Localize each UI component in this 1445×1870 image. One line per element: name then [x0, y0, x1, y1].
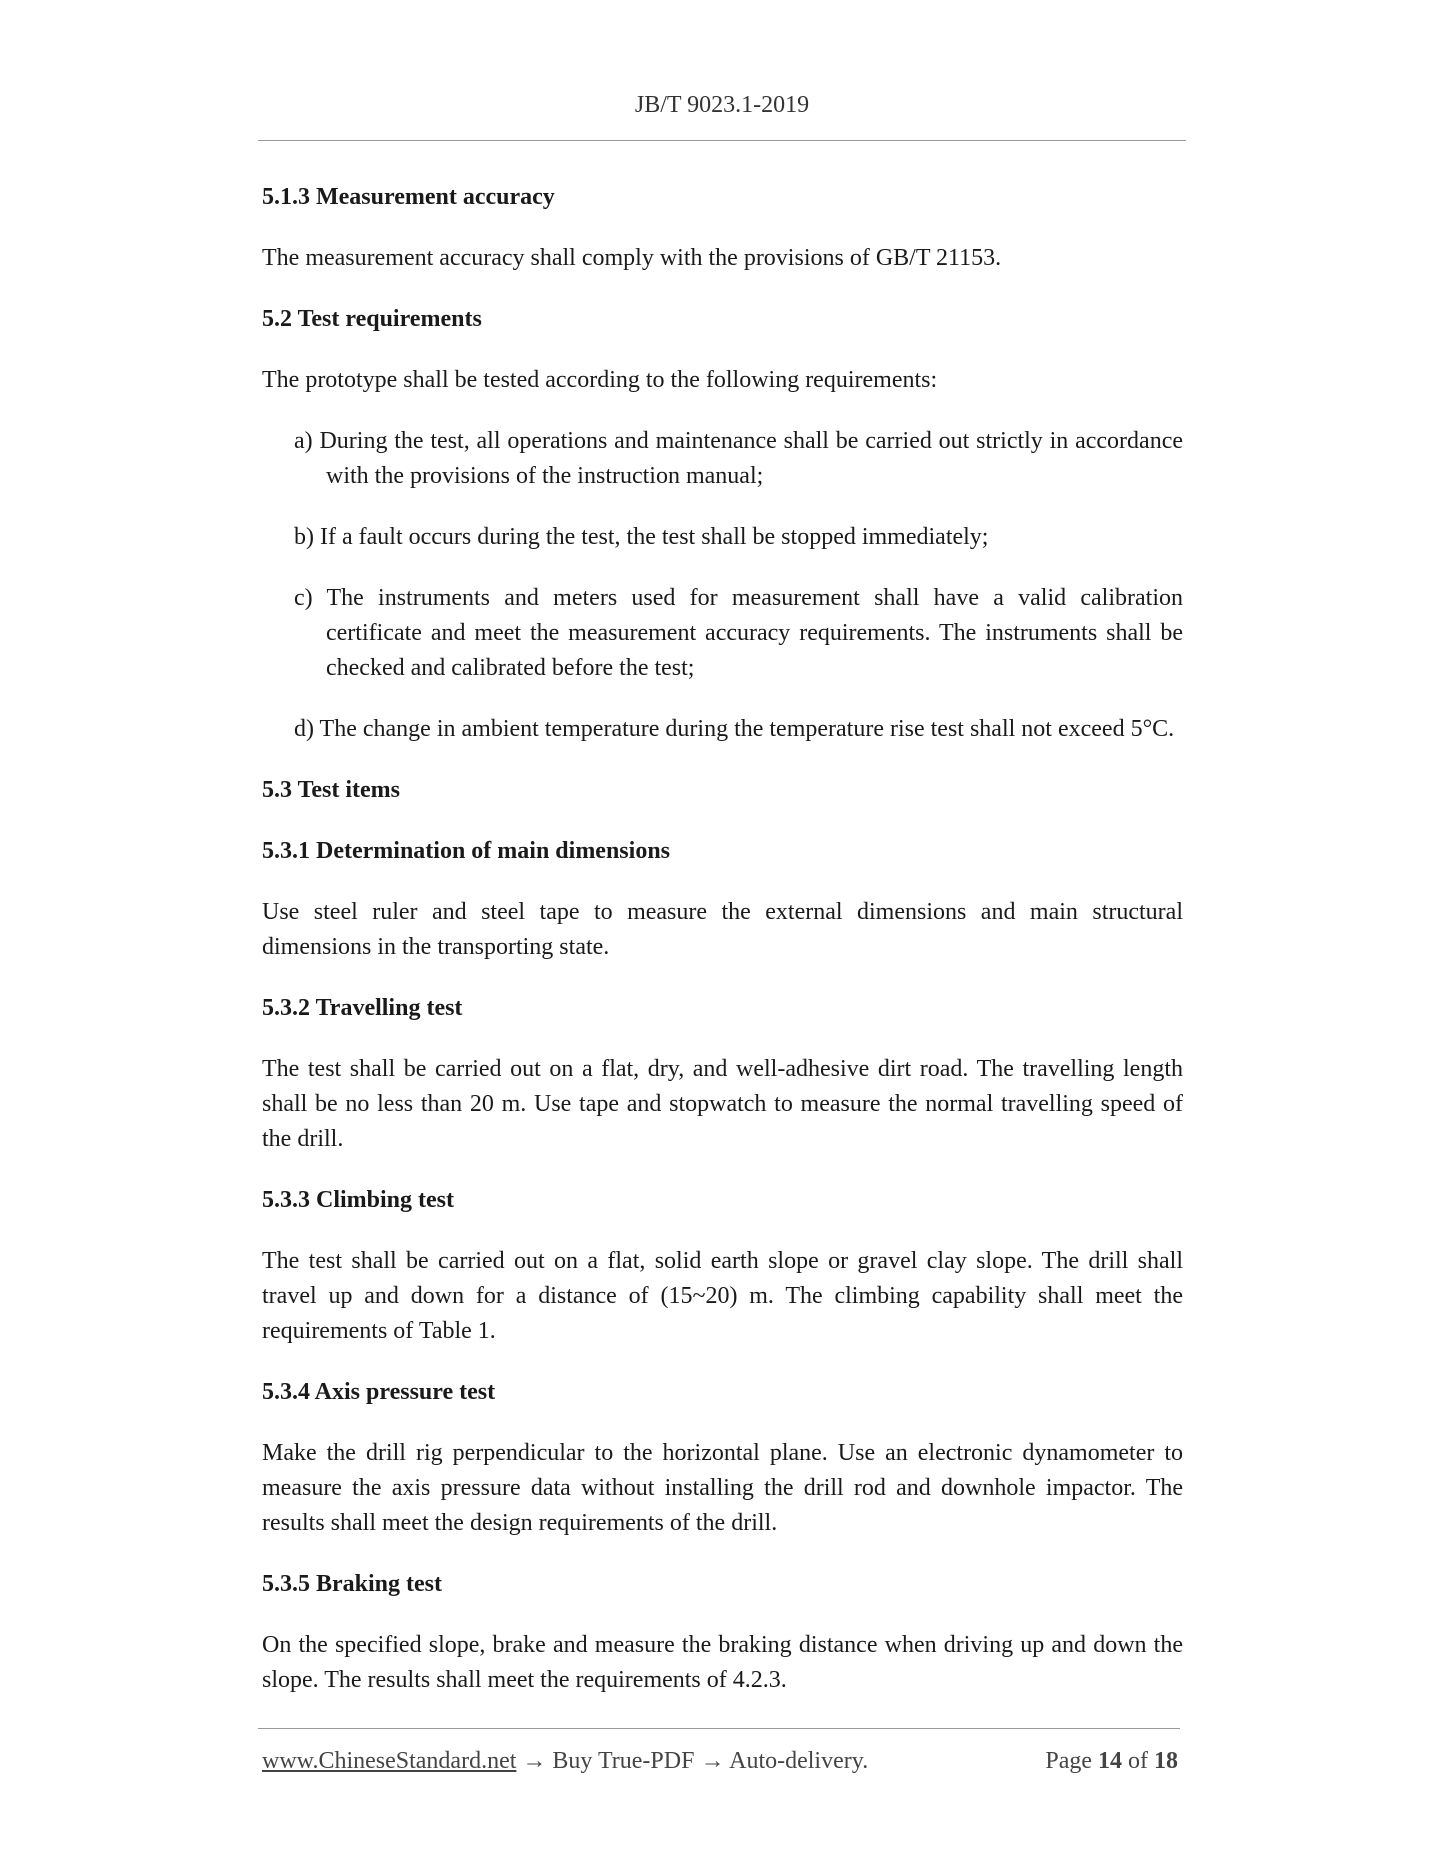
paragraph-5-3-4: Make the drill rig perpendicular to the horizontal plane. Use an electronic dynamometer to measure the axis pressure data without installing the drill rod and downhole impactor. The results shall meet the design requirements of the drill. — [262, 1440, 1183, 1536]
footer-promo — [262, 1748, 868, 1775]
paragraph-5-3-2: The test shall be carried out on a flat, dry, and well-adhesive dirt road. The travelling length shall be no less than 20 m. Use tape and stopwatch to measure the normal travelling speed of the drill. — [262, 1056, 1183, 1152]
heading-5-3-2: 5.3.2 Travelling test — [262, 995, 463, 1021]
page-content — [262, 180, 1183, 1724]
heading-5-2: 5.2 Test requirements — [262, 306, 482, 332]
document-header — [258, 92, 1186, 119]
list-item-b: b) If a fault occurs during the test, the test shall be stopped immediately; — [294, 524, 989, 550]
paragraph-5-3-3: The test shall be carried out on a flat, solid earth slope or gravel clay slope. The drill shall travel up and down for a distance of (15~20) m. The climbing capability shall meet the requirements of Table 1. — [262, 1248, 1183, 1344]
list-item-d: d) The change in ambient temperature during the temperature rise test shall not exceed 5°C. — [294, 716, 1175, 742]
website-link[interactable]: www.ChineseStandard.net — [262, 1748, 517, 1774]
page-indicator — [1045, 1748, 1178, 1775]
paragraph-5-2: The prototype shall be tested according to the following requirements: — [262, 367, 938, 393]
heading-5-1-3: 5.1.3 Measurement accuracy — [262, 184, 555, 210]
paragraph-5-3-1: Use steel ruler and steel tape to measure the external dimensions and main structural dimensions in the transporting state. — [262, 899, 1183, 960]
of-label: of — [1128, 1748, 1148, 1774]
list-item-c: c) The instruments and meters used for measurement shall have a valid calibration certificate and meet the measurement accuracy requirements. The instruments shall be checked and calibrated before the test; — [294, 585, 1183, 681]
document-id: JB/T 9023.1-2019 — [634, 92, 810, 118]
heading-5-3-1: 5.3.1 Determination of main dimensions — [262, 838, 670, 864]
footer-divider — [258, 1728, 1180, 1729]
page-number: 14 — [1098, 1748, 1122, 1774]
paragraph-5-3-5: On the specified slope, brake and measure the braking distance when driving up and down the slope. The results shall meet the requirements of 4.2.3. — [262, 1632, 1183, 1693]
footer-promo-text: → Buy True-PDF → Auto-delivery. — [516, 1748, 869, 1774]
header-divider — [258, 140, 1186, 141]
paragraph-5-1-3: The measurement accuracy shall comply with the provisions of GB/T 21153. — [262, 245, 1002, 271]
heading-5-3-3: 5.3.3 Climbing test — [262, 1187, 454, 1213]
total-pages: 18 — [1154, 1748, 1178, 1774]
heading-5-3: 5.3 Test items — [262, 777, 400, 803]
page-label: Page — [1045, 1748, 1092, 1774]
heading-5-3-4: 5.3.4 Axis pressure test — [262, 1379, 496, 1405]
heading-5-3-5: 5.3.5 Braking test — [262, 1571, 442, 1597]
list-item-a: a) During the test, all operations and maintenance shall be carried out strictly in accordance with the provisions of the instruction manual; — [294, 428, 1183, 489]
